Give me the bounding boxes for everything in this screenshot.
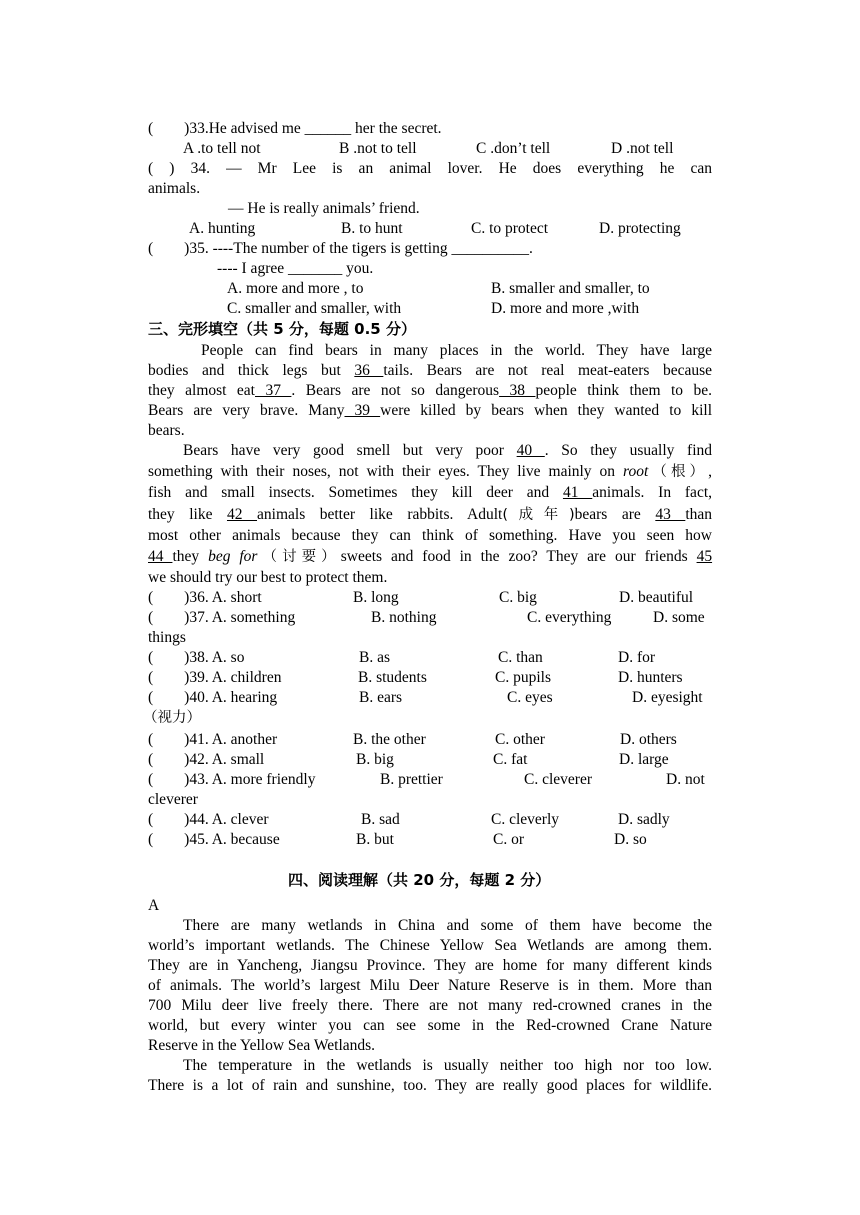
option-42-c: C. fat — [493, 751, 528, 768]
option-41-d: D. others — [620, 731, 677, 748]
option-35-d: D. more and more ,with — [491, 300, 640, 317]
option-37-b: B. nothing — [371, 609, 437, 626]
option-33-a: A .to tell not — [183, 140, 261, 157]
option-39-d: D. hunters — [618, 669, 683, 686]
passage-line-10: most other animals because they can think of something. Have you seen how — [148, 527, 712, 544]
option-38-b: B. as — [359, 649, 390, 666]
option-36-b: B. long — [353, 589, 399, 606]
option-42-d: D. large — [619, 751, 669, 768]
question-35-line1: ( )35. ----The number of the tigers is getting __________. — [148, 240, 533, 257]
option-43-b: B. prettier — [380, 771, 443, 788]
blank-40: 40 — [516, 442, 545, 459]
reading-p2-line: The temperature in the wetlands is usually neither too high nor too low. — [183, 1057, 712, 1074]
reading-p2-line: There is a lot of rain and sunshine, too. They are really good places for wildlife. — [148, 1077, 712, 1094]
question-39: ( )39. A. children — [148, 669, 282, 686]
reading-p1-line: world’s important wetlands. The Chinese Yellow Sea Wetlands are among them. — [148, 937, 712, 954]
blank-38: 38 — [499, 382, 536, 399]
option-34-c: C. to protect — [471, 220, 549, 237]
question-36: ( )36. A. short — [148, 589, 262, 606]
option-37-d: D. some — [653, 609, 705, 626]
option-33-c: C .don’t tell — [476, 140, 551, 157]
blank-36: 36 — [354, 362, 384, 379]
option-43-d: D. not — [666, 771, 705, 788]
passage-line-2: bodies and thick legs but 36 tails. Bears are not real meat-eaters because — [148, 362, 713, 379]
blank-45: 45 — [696, 548, 713, 565]
question-38: ( )38. A. so — [148, 649, 245, 666]
reading-p1-line: 700 Milu deer live freely there. There are not many red-crowned cranes in the — [148, 997, 712, 1014]
option-33-d: D .not tell — [611, 140, 674, 157]
option-44-c: C. cleverly — [491, 811, 560, 828]
question-34-line1: ( ) 34. — Mr Lee is an animal lover. He does everything he can — [148, 160, 712, 177]
blank-41: 41 — [562, 484, 593, 501]
question-41: ( )41. A. another — [148, 731, 278, 748]
option-37-c: C. everything — [527, 609, 612, 626]
option-40-d-wrap: （视力） — [143, 710, 201, 726]
option-37-d-wrap: things — [148, 629, 186, 646]
passage-line-4: Bears are very brave. Many 39 were killed by bears when they wanted to kill — [148, 402, 713, 419]
option-38-c: C. than — [498, 649, 543, 666]
passage-line-1: People can find bears in many places in the world. They have large — [201, 342, 712, 359]
passage-line-5: bears. — [148, 422, 185, 439]
option-40-b: B. ears — [359, 689, 403, 706]
blank-39: 39 — [344, 402, 381, 419]
question-34-line2: animals. — [148, 180, 201, 197]
question-37: ( )37. A. something — [148, 609, 296, 626]
option-45-b: B. but — [356, 831, 394, 848]
option-41-b: B. the other — [353, 731, 426, 748]
option-36-c: C. big — [499, 589, 537, 606]
option-41-c: C. other — [495, 731, 545, 748]
passage-line-6: Bears have very good smell but very poor 40 . So they usually find — [183, 442, 713, 459]
passage-line-3: they almost eat 37 . Bears are not so dangerous 38 people think them to be. — [148, 382, 712, 399]
option-40-d: D. eyesight — [632, 689, 703, 706]
option-34-a: A. hunting — [189, 220, 256, 237]
option-45-c: C. or — [493, 831, 524, 848]
passage-line-11: 44 they beg for（讨要）sweets and food in the zoo? They are our friends 45 — [148, 548, 713, 565]
option-40-c: C. eyes — [507, 689, 553, 706]
blank-42: 42 — [226, 506, 258, 523]
passage-line-8: fish and small insects. Sometimes they kill deer and 41 animals. In fact, — [148, 484, 713, 501]
option-44-d: D. sadly — [618, 811, 670, 828]
reading-p1-line: They are in Yancheng, Jiangsu Province. They are home for many different kinds — [148, 957, 712, 974]
option-38-d: D. for — [618, 649, 656, 666]
question-35-line2: ---- I agree _______ you. — [217, 260, 374, 277]
option-39-c: C. pupils — [495, 669, 551, 686]
question-43: ( )43. A. more friendly — [148, 771, 316, 788]
passage-line-12: we should try our best to protect them. — [148, 569, 388, 586]
option-45-d: D. so — [614, 831, 647, 848]
option-35-a: A. more and more , to — [227, 280, 364, 297]
blank-43: 43 — [655, 506, 686, 523]
reading-p1-line: There are many wetlands in China and some of them have become the — [183, 917, 712, 934]
reading-p1-line: Reserve in the Yellow Sea Wetlands. — [148, 1037, 376, 1054]
section-4-heading: 四、阅读理解（共 20 分，每题 2 分） — [288, 871, 551, 889]
option-36-d: D. beautiful — [619, 589, 694, 606]
question-44: ( )44. A. clever — [148, 811, 269, 828]
blank-37: 37 — [255, 382, 292, 399]
question-33-stem: ( )33.He advised me ______ her the secret. — [148, 120, 442, 137]
option-34-d: D. protecting — [599, 220, 681, 237]
passage-line-7: something with their noses, not with their eyes. They live mainly on root（根）, — [148, 463, 713, 480]
question-45: ( )45. A. because — [148, 831, 280, 848]
option-43-c: C. cleverer — [524, 771, 592, 788]
reading-label: A — [148, 897, 160, 914]
option-39-b: B. students — [358, 669, 427, 686]
question-40: ( )40. A. hearing — [148, 689, 278, 706]
option-35-c: C. smaller and smaller, with — [227, 300, 402, 317]
passage-line-9: they like 42 animals better like rabbits. Adult(成年)bears are 43 than — [148, 506, 713, 523]
reading-p1-line: world, but every winter you can see some in the Red-crowned Crane Nature — [148, 1017, 712, 1034]
option-44-b: B. sad — [361, 811, 400, 828]
option-35-b: B. smaller and smaller, to — [491, 280, 650, 297]
section-3-heading: 三、完形填空（共 5 分，每题 0.5 分） — [148, 320, 416, 338]
question-42: ( )42. A. small — [148, 751, 265, 768]
option-42-b: B. big — [356, 751, 394, 768]
blank-44: 44 — [148, 548, 173, 565]
option-43-d-wrap: cleverer — [148, 791, 198, 808]
option-33-b: B .not to tell — [339, 140, 417, 157]
option-34-b: B. to hunt — [341, 220, 403, 237]
question-34-reply: — He is really animals’ friend. — [228, 200, 420, 217]
reading-p1-line: of animals. The world’s largest Milu Deer Nature Reserve is in them. More than — [148, 977, 712, 994]
